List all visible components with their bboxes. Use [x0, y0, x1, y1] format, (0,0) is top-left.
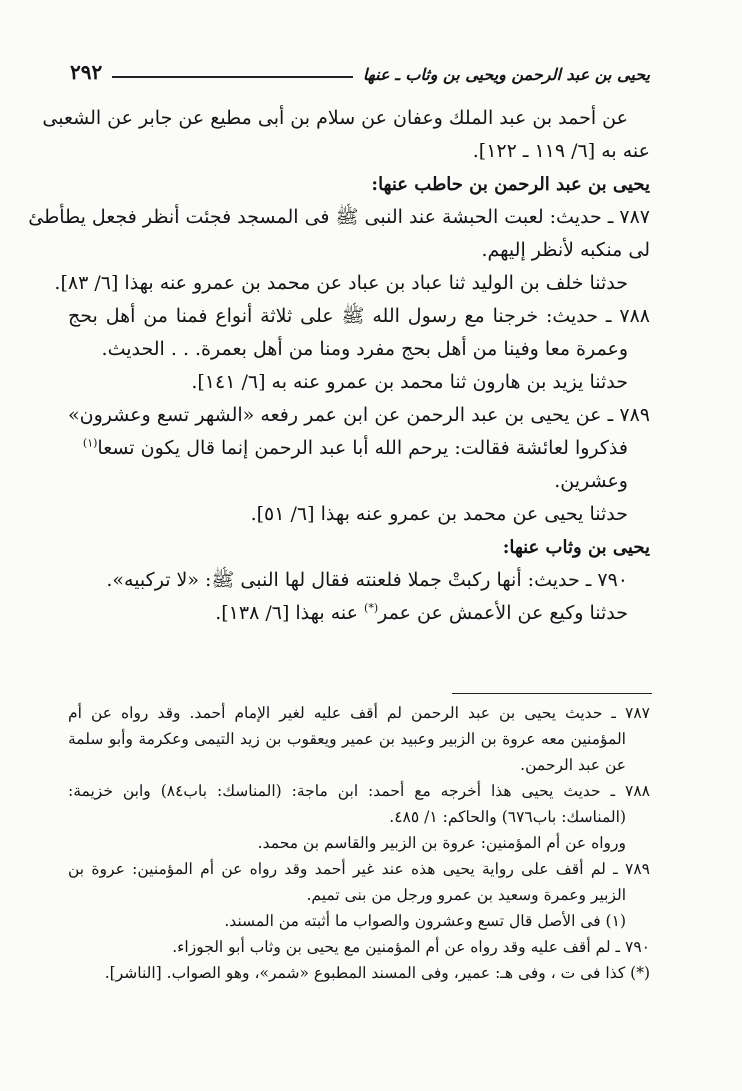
- text-line: وعمرة معا وفينا من أهل بحج مفرد ومنا من أهل بعمرة. . . الحديث.: [101, 338, 628, 360]
- hadith-790: ٧٩٠ ـ حديث: أنها ركبتْ جملا فلعنته فقال لها النبى ﷺ: «لا تركبيه».: [106, 569, 628, 591]
- isnad-line: حدثنا خلف بن الوليد ثنا عباد بن عباد عن محمد بن عمرو عنه بهذا [٦/ ٨٣].: [54, 272, 628, 294]
- isnad-line: حدثنا يحيى عن محمد بن عمرو عنه بهذا [٦/ ٥١].: [250, 503, 628, 525]
- footnote-line: عن عبد الرحمن.: [520, 756, 626, 774]
- footnote-790: ٧٩٠ ـ لم أقف عليه وقد رواه عن أم المؤمنين مع يحيى بن وثاب أبو الجوزاء.: [172, 938, 650, 956]
- page-header: [66, 54, 650, 84]
- header-rule: [112, 76, 353, 78]
- section-heading: يحيى بن وثاب عنها:: [502, 537, 650, 558]
- footnote-line: الزبير وعمرة وسعيد بن عمرو ورجل من بنى تميم.: [306, 886, 626, 904]
- hadith-789: ٧٨٩ ـ عن يحيى بن عبد الرحمن عن ابن عمر رفعه «الشهر تسع وعشرون»: [68, 404, 650, 426]
- footnote-788: ٧٨٨ ـ حديث يحيى هذا أخرجه مع أحمد: ابن ماجة: (المناسك: باب٨٤) وابن خزيمة:: [68, 782, 650, 800]
- footnote-787: ٧٨٧ ـ حديث يحيى بن عبد الرحمن لم أقف عليه لغير الإمام أحمد. وقد رواه عن أم: [68, 704, 650, 722]
- running-title: يحيى بن عبد الرحمن ويحيى بن وثاب ـ عنها: [362, 65, 650, 84]
- footnotes: [68, 700, 650, 986]
- footnote-line: المؤمنين معه عروة بن الزبير وعبيد بن عمير ويعقوب بن زيد التيمى وعكرمة وأبو سلمة: [68, 730, 626, 748]
- footnote-line: ورواه عن أم المؤمنين: عروة بن الزبير والقاسم بن محمد.: [257, 834, 626, 852]
- main-text: [28, 102, 650, 630]
- text-segment: فذكروا لعائشة فقالت: يرحم الله أبا عبد الرحمن إنما قال يكون تسعا: [97, 437, 628, 459]
- hadith-787: ٧٨٧ ـ حديث: لعبت الحبشة عند النبى ﷺ فى المسجد فجئت أنظر فجعل يطأطئ: [28, 206, 650, 228]
- text-segment: حدثنا وكيع عن الأعمش عن عمر: [378, 602, 628, 624]
- text-line: لى منكبه لأنظر إليهم.: [481, 239, 650, 261]
- text-line: [68, 432, 650, 465]
- text-line: وعشرين.: [554, 470, 628, 492]
- isnad-line: حدثنا يزيد بن هارون ثنا محمد بن عمرو عنه به [٦/ ١٤١].: [191, 371, 628, 393]
- footnote-marker: (١): [82, 436, 98, 450]
- footnote-note-1: (١) فى الأصل قال تسع وعشرون والصواب ما أثبته من المسند.: [224, 912, 626, 930]
- hadith-788: ٧٨٨ ـ حديث: خرجنا مع رسول الله ﷺ على ثلاثة أنواع فمنا من أهل بحج: [68, 305, 650, 327]
- footnote-rule: [452, 693, 652, 694]
- text-line: عنه به [٦/ ١١٩ ـ ١٢٢].: [472, 140, 650, 162]
- text-line: عن أحمد بن عبد الملك وعفان عن سلام بن أبى مطيع عن جابر عن الشعبى: [42, 107, 628, 129]
- isnad-line: [68, 597, 650, 630]
- page-number: ٢٩٢: [70, 60, 103, 84]
- text-segment: عنه بهذا [٦/ ١٣٨].: [215, 602, 365, 624]
- footnote-line: (المناسك: باب٦٧٦) والحاكم: ١/ ٤٨٥.: [389, 808, 626, 826]
- footnote-marker: (*): [364, 601, 379, 615]
- footnote-publisher-note: (*) كذا فى ت ، وفى هـ: عمير، وفى المسند المطبوع «شمر»، وهو الصواب. [الناشر].: [104, 964, 650, 982]
- section-heading: يحيى بن عبد الرحمن بن حاطب عنها:: [371, 174, 650, 195]
- footnote-789: ٧٨٩ ـ لم أقف على رواية يحيى هذه عند غير أحمد وقد رواه عن أم المؤمنين: عروة بن: [68, 860, 650, 878]
